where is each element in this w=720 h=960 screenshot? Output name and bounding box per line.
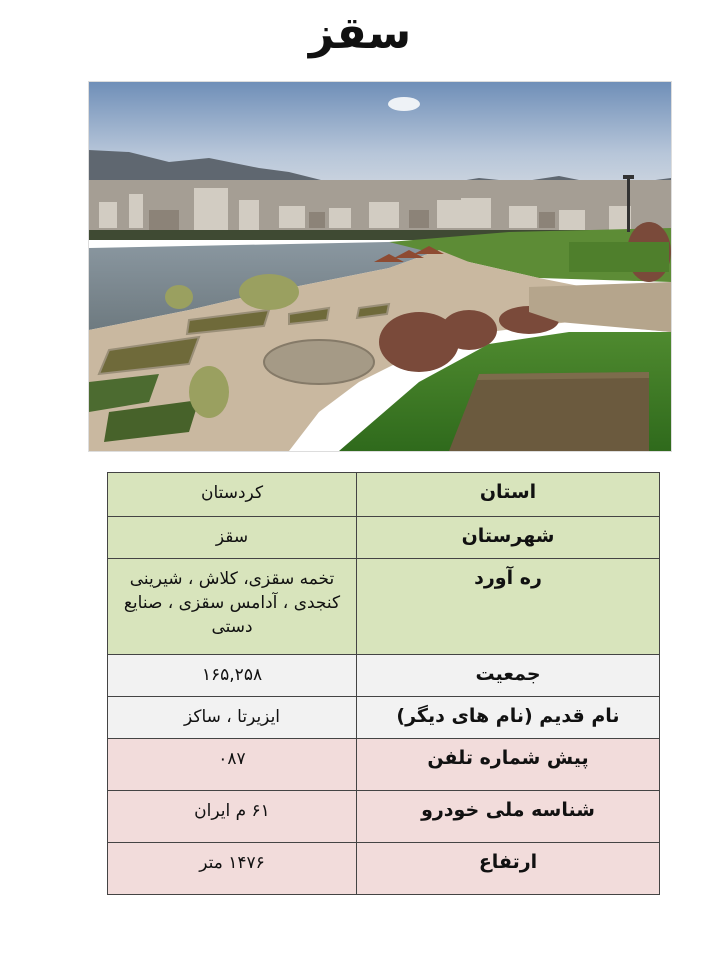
- label-old-names: نام قدیم (نام های دیگر): [357, 697, 660, 739]
- value-population: ۱۶۵,۲۵۸: [108, 655, 357, 697]
- label-province: استان: [357, 473, 660, 517]
- label-vehicle-code: شناسه ملی خودرو: [357, 791, 660, 843]
- city-photo: [88, 81, 672, 452]
- table-row: [108, 697, 660, 739]
- table-row: [108, 791, 660, 843]
- table-row: [108, 473, 660, 517]
- city-river-park-image: [89, 82, 671, 451]
- label-elevation: ارتفاع: [357, 843, 660, 895]
- value-vehicle-code: ۶۱ م ایران: [108, 791, 357, 843]
- value-phone-code: ۰۸۷: [108, 739, 357, 791]
- info-table: [107, 472, 660, 895]
- table-row: [108, 739, 660, 791]
- value-old-names: ایزیرتا ، ساکز: [108, 697, 357, 739]
- value-county: سقز: [108, 517, 357, 559]
- table-row: [108, 517, 660, 559]
- value-elevation: ۱۴۷۶ متر: [108, 843, 357, 895]
- label-county: شهرستان: [357, 517, 660, 559]
- label-souvenirs: ره آورد: [357, 559, 660, 655]
- table-row: [108, 655, 660, 697]
- table-row: [108, 559, 660, 655]
- table-row: [108, 843, 660, 895]
- value-province: کردستان: [108, 473, 357, 517]
- value-souvenirs: تخمه سقزی، کلاش ، شیرینی کنجدی ، آدامس سقزی ، صنایع دستی: [108, 559, 357, 655]
- page-title: سقز: [308, 8, 412, 59]
- label-population: جمعیت: [357, 655, 660, 697]
- label-phone-code: پیش شماره تلفن: [357, 739, 660, 791]
